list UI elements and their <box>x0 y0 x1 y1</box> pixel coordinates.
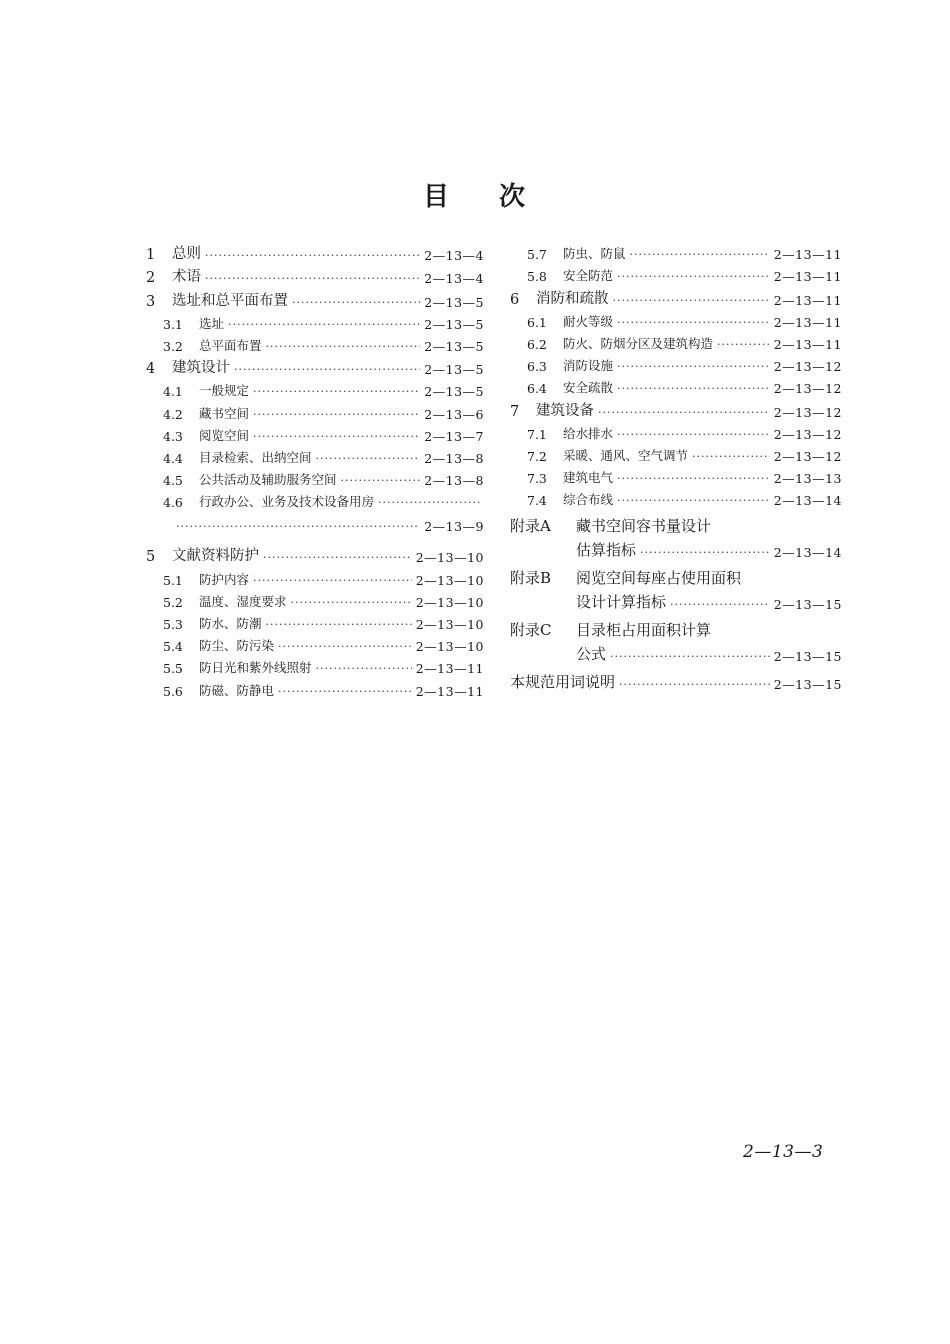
toc-entry-4-6[interactable]: 4.6 行政办公、业务及技术设备用房 ····· <box>146 488 484 510</box>
toc-entry-5-6[interactable]: 5.6 防磁、防静电 ····· 2—13—11 <box>146 676 484 698</box>
toc-appendix-b[interactable]: 附录B 阅览空间每座占使用面积 <box>510 569 742 588</box>
toc-appendix-b-continued[interactable]: 设计计算指标 ····· 2—13—15 <box>510 588 842 612</box>
toc-entry-4[interactable]: 4 建筑设计 ····· 2—13—5 <box>146 354 484 377</box>
toc-entry-6-2[interactable]: 6.2 防火、防烟分区及建筑构造 ····· 2—13—11 <box>510 330 842 352</box>
toc-entry-5-5[interactable]: 5.5 防日光和紫外线照射 ····· 2—13—11 <box>146 654 484 676</box>
toc-entry-5-2[interactable]: 5.2 温度、湿度要求 ····· 2—13—10 <box>146 588 484 610</box>
toc-entry-4-2[interactable]: 4.2 藏书空间 ····· 2—13—6 <box>146 399 484 421</box>
toc-entry-6-1[interactable]: 6.1 耐火等级 ····· 2—13—11 <box>510 308 842 330</box>
toc-entry-7-1[interactable]: 7.1 给水排水 ····· 2—13—12 <box>510 420 842 442</box>
toc-right-column <box>510 240 842 692</box>
toc-entry-5-8[interactable]: 5.8 安全防范 ····· 2—13—11 <box>510 262 842 284</box>
toc-left-column <box>146 240 484 699</box>
toc-entry-3-2[interactable]: 3.2 总平面布置 ····· 2—13—5 <box>146 332 484 354</box>
toc-appendix-c-continued[interactable]: 公式 ····· 2—13—15 <box>510 640 842 664</box>
toc-appendix-c[interactable]: 附录C 目录柜占用面积计算 <box>510 621 712 640</box>
toc-entry-6[interactable]: 6 消防和疏散 ····· 2—13—11 <box>510 284 842 307</box>
toc-entry-4-5[interactable]: 4.5 公共活动及辅助服务空间 ····· 2—13—8 <box>146 466 484 488</box>
toc-entry-4-3[interactable]: 4.3 阅览空间 ····· 2—13—7 <box>146 422 484 444</box>
toc-entry-7-2[interactable]: 7.2 采暖、通风、空气调节 ····· 2—13—12 <box>510 442 842 464</box>
toc-entry-4-4[interactable]: 4.4 目录检索、出纳空间 ····· 2—13—8 <box>146 444 484 466</box>
toc-appendix-a[interactable]: 附录A 藏书空间容书量设计 <box>510 517 712 536</box>
toc-appendix-a-continued[interactable]: 估算指标 ····· 2—13—14 <box>510 536 842 560</box>
toc-entry-7-3[interactable]: 7.3 建筑电气 ····· 2—13—13 <box>510 464 842 486</box>
toc-entry-7-4[interactable]: 7.4 综合布线 ····· 2—13—14 <box>510 486 842 508</box>
toc-entry-3[interactable]: 3 选址和总平面布置 ····· 2—13—5 <box>146 286 484 309</box>
toc-entry-6-3[interactable]: 6.3 消防设施 ····· 2—13—12 <box>510 352 842 374</box>
page-title <box>0 176 950 213</box>
toc-entry-4-1[interactable]: 4.1 一般规定 ····· 2—13—5 <box>146 377 484 399</box>
toc-entry-4-6-continued[interactable]: ····· 2—13—9 <box>146 510 484 534</box>
toc-entry-5-3[interactable]: 5.3 防水、防潮 ····· 2—13—10 <box>146 610 484 632</box>
title-char-1: 目 <box>422 182 451 212</box>
toc-entry-5-1[interactable]: 5.1 防护内容 ····· 2—13—10 <box>146 565 484 587</box>
toc-entry-7[interactable]: 7 建筑设备 ····· 2—13—12 <box>510 396 842 419</box>
toc-entry-1[interactable]: 1 总则 ····· 2—13—4 <box>146 240 484 263</box>
title-char-2: 次 <box>499 182 528 212</box>
toc-entry-3-1[interactable]: 3.1 选址 ····· 2—13—5 <box>146 310 484 332</box>
toc-entry-2[interactable]: 2 术语 ····· 2—13—4 <box>146 263 484 286</box>
page-number: 2—13—3 <box>743 1142 824 1162</box>
toc-glossary[interactable]: 本规范用词说明 ····· 2—13—15 <box>510 664 842 692</box>
toc-entry-5[interactable]: 5 文献资料防护 ····· 2—13—10 <box>146 542 484 565</box>
toc-entry-5-7[interactable]: 5.7 防虫、防鼠 ····· 2—13—11 <box>510 240 842 262</box>
toc-entry-6-4[interactable]: 6.4 安全疏散 ····· 2—13—12 <box>510 374 842 396</box>
toc-entry-5-4[interactable]: 5.4 防尘、防污染 ····· 2—13—10 <box>146 632 484 654</box>
